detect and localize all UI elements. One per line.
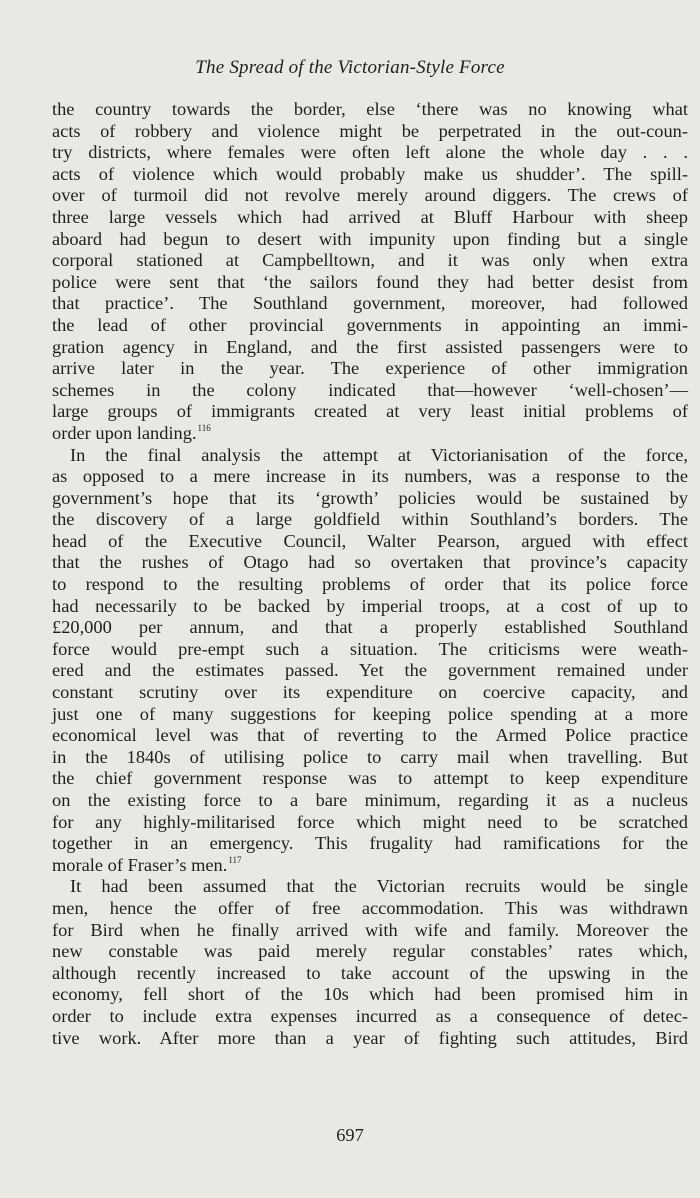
footnote-marker: 117 <box>228 854 242 865</box>
text-line <box>52 337 688 359</box>
text-line-content: corporal stationed at Campbelltown, and it was only when extra <box>52 250 688 271</box>
body-text <box>52 99 688 1049</box>
text-line <box>52 747 688 769</box>
text-line-content: schemes in the colony indicated that—however ‘well-chosen’— <box>52 379 688 400</box>
text-line <box>52 185 688 207</box>
text-line <box>52 121 688 143</box>
text-line <box>52 445 688 467</box>
text-line <box>52 812 688 834</box>
text-line <box>52 833 688 855</box>
text-line-content: together in an emergency. This frugality had ramifications for the <box>52 833 688 854</box>
text-line-content: constant scrutiny over its expenditure on coercive capacity, and <box>52 682 688 703</box>
text-line <box>52 488 688 510</box>
text-line <box>52 855 688 877</box>
text-line <box>52 250 688 272</box>
page-number: 697 <box>336 1125 364 1145</box>
text-line-content: tive work. After more than a year of fighting such attitudes, Bird <box>52 1027 688 1048</box>
text-line-content: that the rushes of Otago had so overtaken that province’s capacity <box>52 552 688 573</box>
text-line-content: three large vessels which had arrived at Bluff Harbour with sheep <box>52 206 688 227</box>
text-line <box>52 876 688 898</box>
text-line-content: just one of many suggestions for keeping police spending at a more <box>52 703 688 724</box>
text-line <box>52 531 688 553</box>
footnote-marker: 116 <box>197 422 211 433</box>
text-line-content: had necessarily to be backed by imperial troops, at a cost of up to <box>52 595 688 616</box>
text-line-content: try districts, where females were often left alone the whole day . . . <box>52 142 688 163</box>
text-line <box>52 552 688 574</box>
text-line <box>52 164 688 186</box>
text-line-content: the discovery of a large goldfield within Southland’s borders. The <box>52 509 688 530</box>
text-line <box>52 941 688 963</box>
text-line <box>52 315 688 337</box>
text-line <box>52 574 688 596</box>
text-line <box>52 142 688 164</box>
text-line <box>52 682 688 704</box>
text-line-content: large groups of immigrants created at very least initial problems of <box>52 401 688 422</box>
text-line-content: in the 1840s of utilising police to carry mail when travelling. But <box>52 746 688 767</box>
text-line <box>52 790 688 812</box>
text-line-content: to respond to the resulting problems of order that its police force <box>52 574 688 595</box>
text-line-content: order to include extra expenses incurred as a consequence of detec- <box>52 1005 688 1026</box>
text-line <box>52 207 688 229</box>
text-line <box>52 898 688 920</box>
text-line <box>52 358 688 380</box>
text-line-content: although recently increased to take account of the upswing in the <box>52 962 688 983</box>
text-line <box>52 920 688 942</box>
text-line <box>52 963 688 985</box>
text-line-content: the lead of other provincial governments in appointing an immi- <box>52 314 688 335</box>
text-line <box>52 272 688 294</box>
text-line-content: police were sent that ‘the sailors found they had better desist from <box>52 271 688 292</box>
text-line-content: morale of Fraser’s men. <box>52 854 228 875</box>
text-line-content: for any highly-militarised force which might need to be scratched <box>52 811 688 832</box>
text-line <box>52 293 688 315</box>
running-head: The Spread of the Victorian-Style Force <box>195 57 505 78</box>
text-line-content: government’s hope that its ‘growth’ policies would be sustained by <box>52 487 688 508</box>
text-line <box>52 1006 688 1028</box>
text-line <box>52 704 688 726</box>
text-line-content: for Bird when he finally arrived with wife and family. Moreover the <box>52 919 688 940</box>
text-line <box>52 725 688 747</box>
text-line <box>52 466 688 488</box>
text-line-content: economy, fell short of the 10s which had been promised him in <box>52 984 688 1005</box>
text-line-content: head of the Executive Council, Walter Pearson, argued with effect <box>52 530 688 551</box>
text-line-content: In the final analysis the attempt at Victorianisation of the force, <box>70 444 688 465</box>
text-line <box>52 380 688 402</box>
text-line <box>52 1028 688 1050</box>
text-line-content: gration agency in England, and the first assisted passengers were to <box>52 336 688 357</box>
text-line <box>52 639 688 661</box>
text-line <box>52 401 688 423</box>
text-line-content: that practice’. The Southland government, moreover, had followed <box>52 293 688 314</box>
text-line-content: on the existing force to a bare minimum, regarding it as a nucleus <box>52 790 688 810</box>
text-line <box>52 99 688 121</box>
text-line <box>52 509 688 531</box>
text-line <box>52 660 688 682</box>
text-line-content: aboard had begun to desert with impunity upon finding but a single <box>52 228 688 249</box>
text-line-content: £20,000 per annum, and that a properly established Southland <box>52 617 688 638</box>
text-line-content: economical level was that of reverting to the Armed Police practice <box>52 725 688 746</box>
text-line-content: arrive later in the year. The experience of other immigration <box>52 358 688 379</box>
text-line-content: order upon landing. <box>52 422 197 443</box>
text-line-content: acts of robbery and violence might be perpetrated in the out-coun- <box>52 120 688 141</box>
text-line-content: It had been assumed that the Victorian recruits would be single <box>70 876 688 897</box>
text-line-content: ered and the estimates passed. Yet the government remained under <box>52 660 688 681</box>
text-line-content: the chief government response was to attempt to keep expenditure <box>52 768 688 789</box>
text-line <box>52 768 688 790</box>
text-line <box>52 984 688 1006</box>
text-line <box>52 596 688 618</box>
text-line <box>52 617 688 639</box>
text-line-content: acts of violence which would probably make us shudder’. The spill- <box>52 163 688 184</box>
text-line-content: the country towards the border, else ‘there was no knowing what <box>52 99 688 119</box>
text-line-content: force would pre-empt such a situation. The criticisms were weath- <box>52 638 688 659</box>
text-line-content: as opposed to a mere increase in its numbers, was a response to the <box>52 466 688 487</box>
text-line <box>52 423 688 445</box>
text-line <box>52 229 688 251</box>
text-line-content: new constable was paid merely regular constables’ rates which, <box>52 941 688 962</box>
text-line-content: men, hence the offer of free accommodation. This was withdrawn <box>52 897 688 918</box>
text-line-content: over of turmoil did not revolve merely around diggers. The crews of <box>52 185 688 206</box>
